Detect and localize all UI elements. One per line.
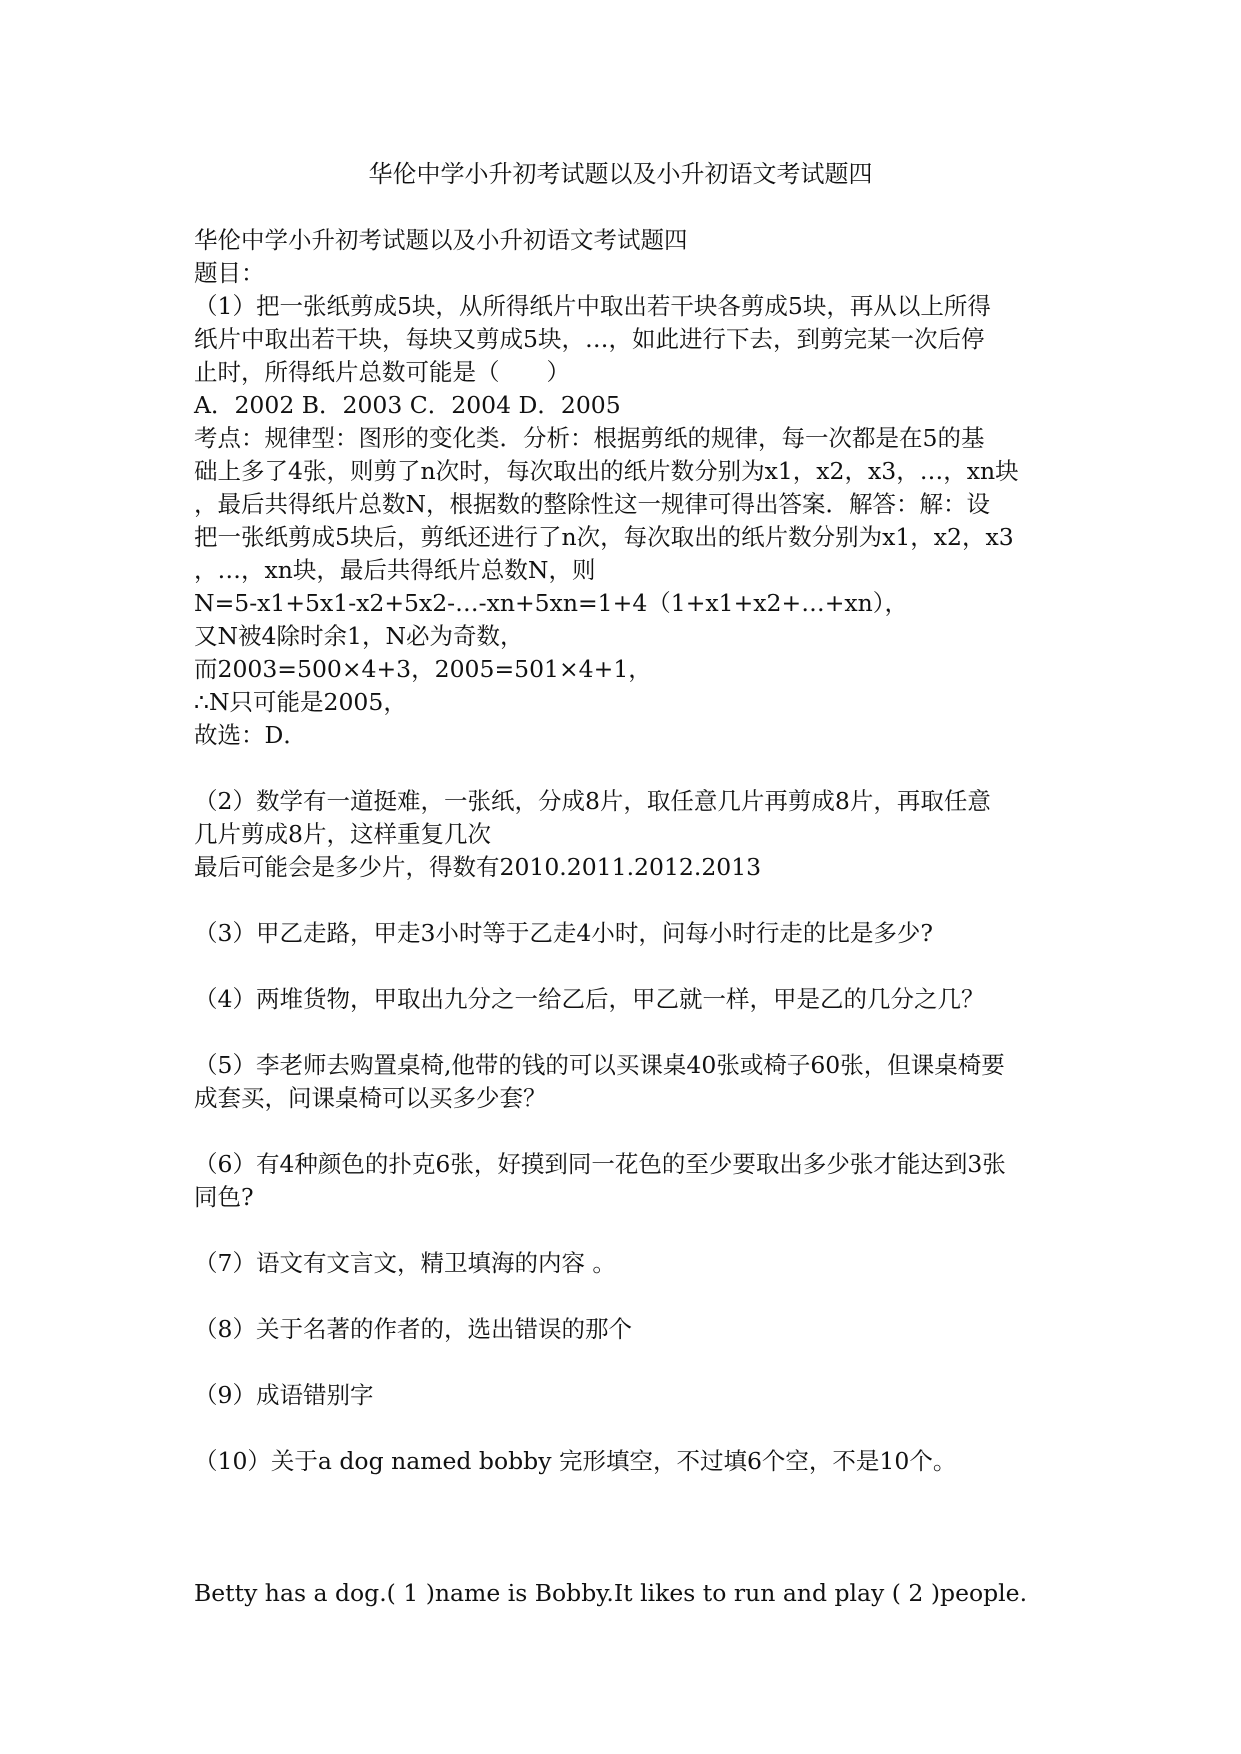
q4-line: （4）两堆货物，甲取出九分之一给乙后，甲乙就一样，甲是乙的几分之几？: [194, 985, 985, 1013]
questions-label: 题目：: [194, 259, 265, 287]
q10-line: （10）关于a dog named bobby 完形填空，不过填6个空，不是10个。: [194, 1447, 957, 1475]
q9-line: （9）成语错别字: [194, 1381, 374, 1409]
q1-analysis-line: 把一张纸剪成5块后，剪纸还进行了n次，每次取出的纸片数分别为x1，x2，x3: [194, 523, 1014, 551]
q1-line: 纸片中取出若干块，每块又剪成5块，…，如此进行下去，到剪完某一次后停: [194, 325, 985, 353]
q3-line: （3）甲乙走路，甲走3小时等于乙走4小时，问每小时行走的比是多少?: [194, 919, 933, 947]
q2-line: （2）数学有一道挺难，一张纸，分成8片，取任意几片再剪成8片，再取任意: [194, 787, 991, 815]
document-body: [194, 224, 1054, 1610]
q1-analysis-line: 考点：规律型：图形的变化类．分析：根据剪纸的规律，每一次都是在5的基: [194, 424, 985, 452]
body-heading: 华伦中学小升初考试题以及小升初语文考试题四: [194, 226, 688, 254]
q6-line: 同色?: [194, 1183, 254, 1211]
q1-analysis-line: 而2003=500×4+3，2005=501×4+1，: [194, 655, 652, 683]
q1-answer: 故选：D．: [194, 721, 307, 749]
q1-line: 止时，所得纸片总数可能是（ ）: [194, 358, 570, 386]
q7-line: （7）语文有文言文，精卫填海的内容 。: [194, 1249, 616, 1277]
q5-line: （5）李老师去购置桌椅,他带的钱的可以买课桌40张或椅子60张，但课桌椅要: [194, 1051, 1005, 1079]
q2-line: 几片剪成8片，这样重复几次: [194, 820, 491, 848]
q1-options: A．2002 B．2003 C．2004 D．2005: [194, 391, 621, 419]
q5-line: 成套买，问课桌椅可以买多少套？: [194, 1084, 547, 1112]
q1-analysis-line: 础上多了4张，则剪了n次时，每次取出的纸片数分别为x1，x2，x3，…，xn块: [194, 457, 1019, 485]
q1-analysis-line: ，最后共得纸片总数N，根据数的整除性这一规律可得出答案．解答：解：设: [194, 490, 991, 518]
q6-line: （6）有4种颜色的扑克6张，好摸到同一花色的至少要取出多少张才能达到3张: [194, 1150, 1006, 1178]
q1-analysis-line: ∴N只可能是2005，: [194, 688, 407, 716]
english-cloze-line: Betty has a dog.( 1 )name is Bobby.It likes to run and play ( 2 )people.: [194, 1579, 1028, 1607]
q8-line: （8）关于名著的作者的，选出错误的那个: [194, 1315, 632, 1343]
q1-line: （1）把一张纸剪成5块，从所得纸片中取出若干块各剪成5块，再从以上所得: [194, 292, 991, 320]
q2-line: 最后可能会是多少片，得数有2010.2011.2012.2013: [194, 853, 762, 881]
q1-analysis-line: 又N被4除时余1，N必为奇数，: [194, 622, 524, 650]
page-title: 华伦中学小升初考试题以及小升初语文考试题四: [368, 160, 873, 188]
q1-formula: N=5-x1+5x1-x2+5x2-…-xn+5xn=1+4（1+x1+x2+…+xn），: [194, 589, 909, 617]
q1-analysis-line: ，…，xn块，最后共得纸片总数N，则: [194, 556, 596, 584]
